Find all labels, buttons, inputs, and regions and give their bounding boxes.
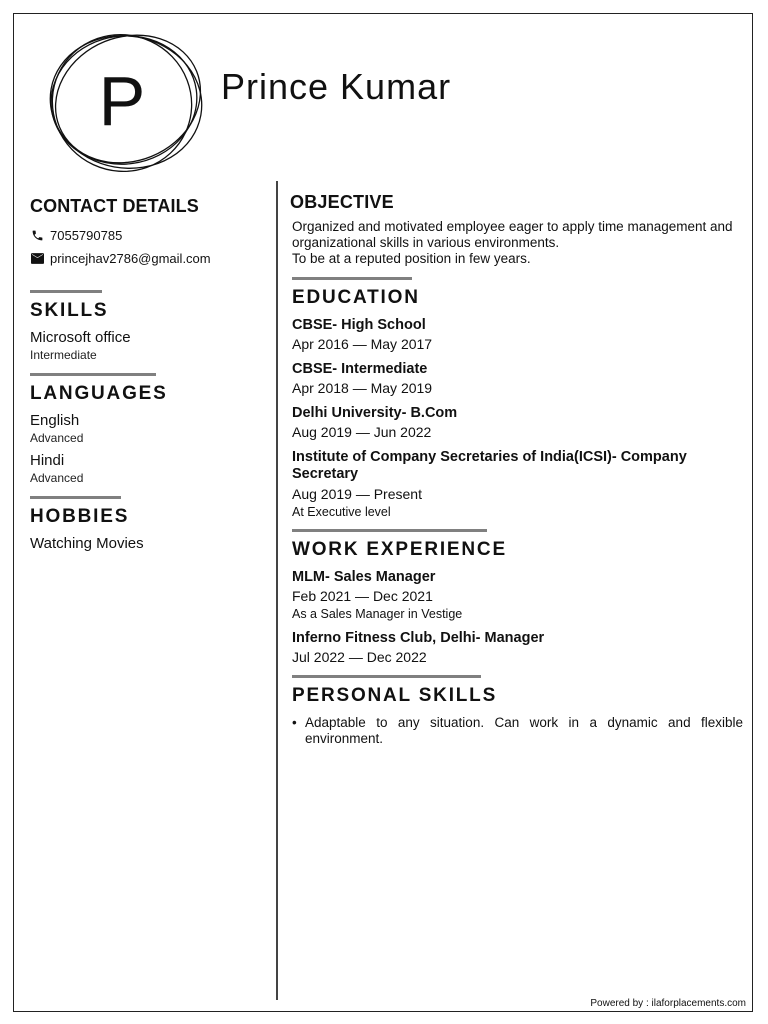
education-heading: EDUCATION — [292, 287, 420, 308]
hobbies-heading: HOBBIES — [30, 506, 130, 527]
languages-rule — [30, 373, 156, 376]
envelope-icon — [30, 252, 44, 266]
education-dates: Apr 2018 — May 2019 — [292, 380, 433, 396]
education-title: CBSE- Intermediate — [292, 361, 428, 377]
objective-line: To be at a reputed position in few years. — [292, 251, 531, 266]
column-divider — [276, 181, 278, 1000]
objective-line: organizational skills in various environments. — [292, 235, 560, 250]
phone-number[interactable]: 7055790785 — [50, 228, 123, 243]
education-entry — [290, 317, 746, 352]
objective-line: Organized and motivated employee eager to apply time management and — [292, 219, 733, 234]
skills-rule — [30, 290, 102, 293]
education-dates: Apr 2016 — May 2017 — [292, 336, 433, 352]
bullet-icon: • — [292, 715, 297, 730]
monogram-letter: P — [98, 61, 146, 140]
personal-skill-text: Adaptable to any situation. Can work in a dynamic and flexible environment. — [305, 715, 743, 746]
skills-heading: SKILLS — [30, 300, 109, 321]
monogram-logo — [44, 30, 206, 175]
work-dates: Feb 2021 — Dec 2021 — [292, 588, 433, 604]
contact-phone — [30, 228, 266, 243]
hobby-item: Watching Movies — [30, 535, 144, 552]
skill-name: Microsoft office — [30, 329, 131, 346]
education-entry — [290, 449, 746, 519]
languages-heading: LANGUAGES — [30, 383, 168, 404]
work-entry — [290, 630, 746, 665]
hobbies-rule — [30, 496, 121, 499]
personal-skill-item — [292, 715, 746, 747]
education-dates: Aug 2019 — Present — [292, 486, 422, 502]
objective-heading: OBJECTIVE — [290, 192, 394, 212]
contact-email — [30, 251, 266, 266]
education-title: Delhi University- B.Com — [292, 405, 458, 421]
language-name: Hindi — [30, 452, 65, 469]
work-entry — [290, 569, 746, 621]
education-title: Institute of Company Secretaries of India(ICSI)- Company Secretary — [292, 449, 687, 482]
education-dates: Aug 2019 — Jun 2022 — [292, 424, 432, 440]
work-title: MLM- Sales Manager — [292, 569, 436, 585]
education-title: CBSE- High School — [292, 317, 426, 333]
email-address[interactable]: princejhav2786@gmail.com — [50, 251, 211, 266]
personal-skills-rule — [292, 675, 481, 678]
education-entry — [290, 361, 746, 396]
candidate-name: Prince Kumar — [221, 66, 452, 107]
language-level: Advanced — [30, 471, 84, 485]
contact-heading: CONTACT DETAILS — [30, 196, 199, 216]
work-note: As a Sales Manager in Vestige — [292, 607, 463, 621]
left-column — [30, 196, 266, 552]
personal-skills-heading: PERSONAL SKILLS — [292, 685, 498, 706]
footer-credit[interactable]: Powered by : ilaforplacements.com — [590, 998, 746, 1009]
work-rule — [292, 529, 487, 532]
education-rule — [292, 277, 412, 280]
skill-level: Intermediate — [30, 348, 97, 362]
language-name: English — [30, 412, 80, 429]
language-level: Advanced — [30, 431, 84, 445]
work-heading: WORK EXPERIENCE — [292, 539, 507, 560]
work-title: Inferno Fitness Club, Delhi- Manager — [292, 630, 545, 646]
education-note: At Executive level — [292, 505, 391, 519]
work-dates: Jul 2022 — Dec 2022 — [292, 649, 427, 665]
phone-icon — [30, 229, 44, 243]
right-column — [290, 192, 746, 747]
education-entry — [290, 405, 746, 440]
